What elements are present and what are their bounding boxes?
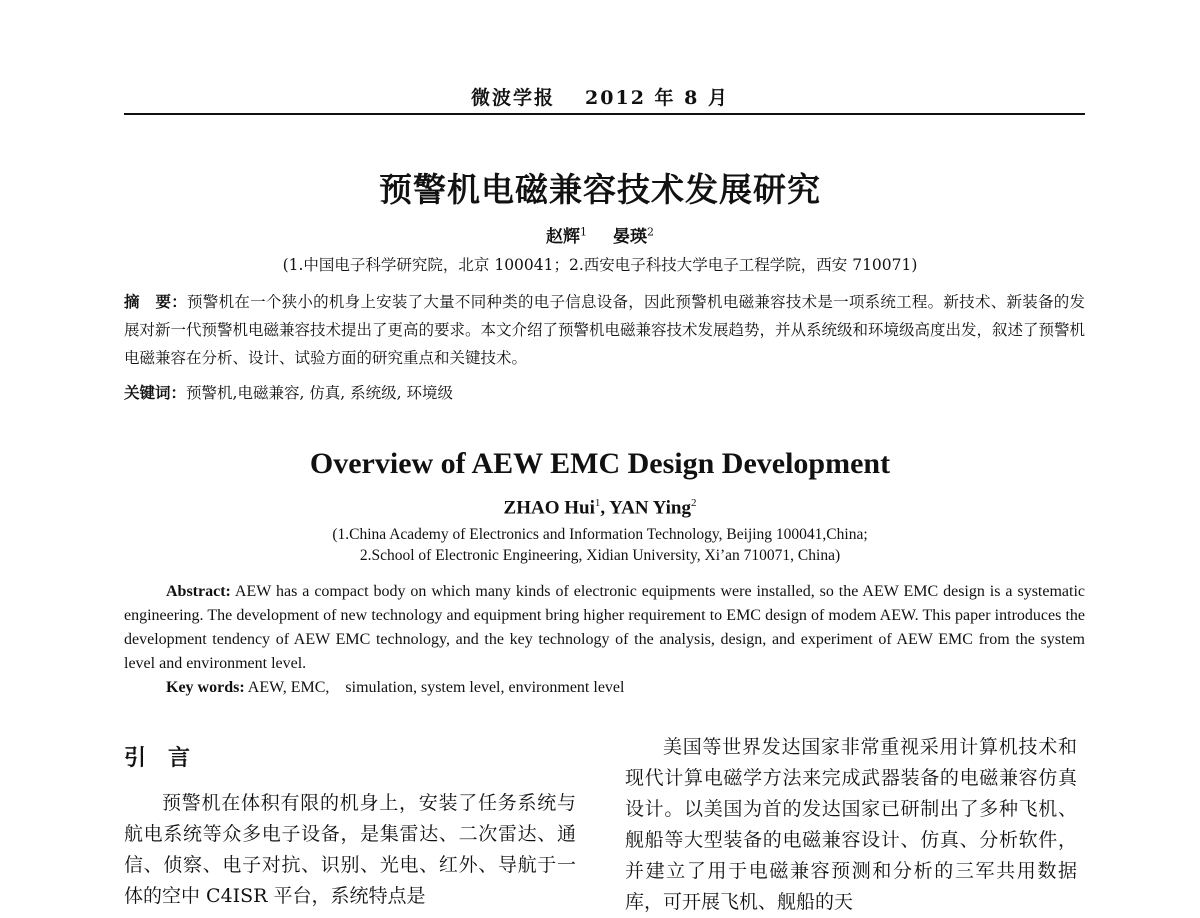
english-affiliation <box>0 524 1200 566</box>
running-header <box>0 83 1200 110</box>
en-keywords-text: AEW, EMC, simulation, system level, environment level <box>244 679 625 696</box>
body-left-column: 预警机在体积有限的机身上，安装了任务系统与航电系统等众多电子设备，是集雷达、二次雷达、通信、侦察、电子对抗、识别、光电、红外、导航于一体的空中 C4ISR 平台，系统特点是 <box>124 792 576 907</box>
cn-author-1: 赵辉 <box>546 227 580 247</box>
english-authors <box>0 497 1200 519</box>
cn-keywords-label: 关键词： <box>124 383 187 402</box>
cn-author-2-affil-mark: 2 <box>647 225 654 239</box>
chinese-authors <box>0 222 1200 247</box>
chinese-affiliation: (1.中国电子科学研究院，北京 100041；2.西安电子科技大学电子工程学院，西安 710071) <box>282 256 918 274</box>
issue-date: 2012 年 8 月 <box>585 87 729 109</box>
en-author-2-affil-mark: 2 <box>690 497 697 509</box>
en-keywords-label: Key words: <box>166 679 245 696</box>
cn-author-1-affil-mark: 1 <box>580 225 587 239</box>
en-abstract-text: AEW has a compact body on which many kinds of electronic equipments were installed, so the AEW EMC design is a systematic engineering. The development of new technology and equipment bring higher requirement to EMC design of modem AEW. This paper introduces the development tendency of AEW EMC technology, and the key technology of the analysis, design, and experiment of AEW EMC from the system level and environment level. <box>124 583 1085 672</box>
cn-keywords-text: 预警机,电磁兼容, 仿真, 系统级, 环境级 <box>186 384 454 402</box>
cn-author-2: 晏瑛 <box>613 227 647 247</box>
en-abstract-label: Abstract: <box>166 583 231 600</box>
cn-abstract-label: 摘 要： <box>124 292 188 311</box>
english-keywords <box>166 679 1086 697</box>
en-author-2: YAN Ying <box>609 497 691 519</box>
chinese-title: 预警机电磁兼容技术发展研究 <box>379 170 821 209</box>
english-title: Overview of AEW EMC Design Development <box>309 447 891 480</box>
en-affiliation-line-1: (1.China Academy of Electronics and Information Technology, Beijing 100041,China; <box>332 526 868 543</box>
en-author-separator: , <box>600 497 610 519</box>
section-heading-introduction: 引 言 <box>124 746 191 771</box>
body-right-column: 美国等世界发达国家非常重视采用计算机技术和现代计算电磁学方法来完成武器装备的电磁兼容仿真设计。以美国为首的发达国家已研制出了多种飞机、舰船等大型装备的电磁兼容设计、仿真、分析软件，并建立了用于电磁兼容预测和分析的三军共用数据库，可开展飞机、舰船的天 <box>625 736 1077 913</box>
chinese-keywords <box>124 381 1085 403</box>
cn-abstract-text: 预警机在一个狭小的机身上安装了大量不同种类的电子信息设备，因此预警机电磁兼容技术是一项系统工程。新技术、新装备的发展对新一代预警机电磁兼容技术提出了更高的要求。本文介绍了预警机电磁兼容技术发展趋势，并从系统级和环境级高度出发，叙述了预警机电磁兼容在分析、设计、试验方面的研究重点和关键技术。 <box>124 293 1086 367</box>
journal-name: 微波学报 <box>471 87 556 109</box>
header-rule <box>124 113 1085 115</box>
en-author-1: ZHAO Hui <box>503 497 595 519</box>
english-abstract <box>124 580 1085 676</box>
en-author-1-affil-mark: 1 <box>594 497 601 509</box>
chinese-abstract <box>124 288 1085 372</box>
en-affiliation-line-2: 2.School of Electronic Engineering, Xidian University, Xi’an 710071, China) <box>359 547 841 564</box>
